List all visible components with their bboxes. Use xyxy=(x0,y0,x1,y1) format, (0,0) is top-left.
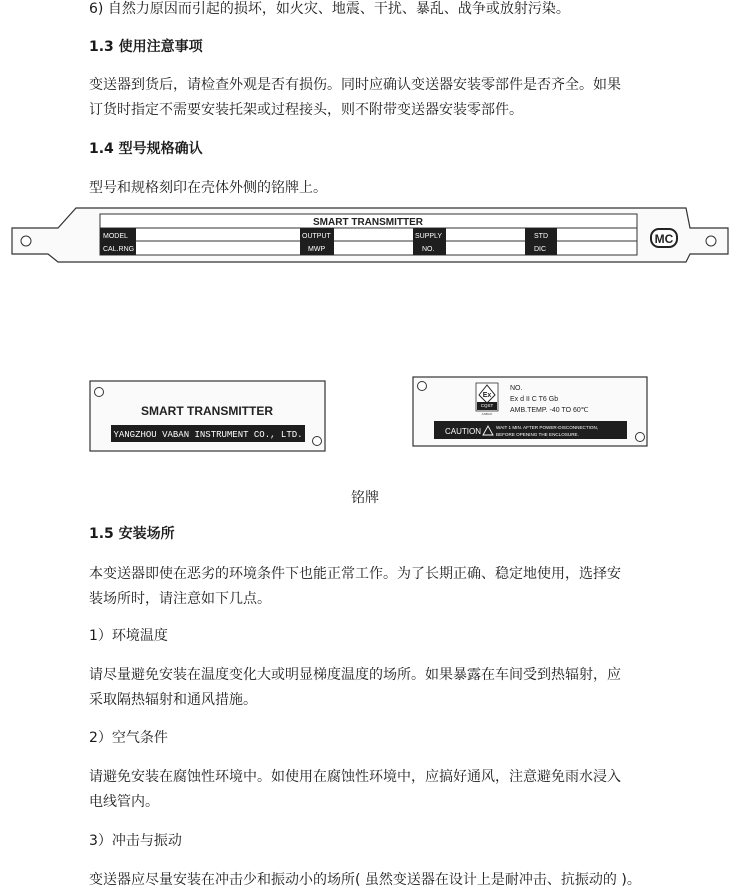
item-2-title: 2）空气条件 xyxy=(89,730,168,746)
cert-mark: CQST xyxy=(480,403,494,408)
para-1-5-line2: 装场所时，请注意如下几点。 xyxy=(89,591,271,607)
mc-logo-icon: MC xyxy=(654,232,674,246)
plate-ex-no: NO. xyxy=(510,385,523,392)
item-2-para-line1: 请避免安装在腐蚀性环境中。如使用在腐蚀性环境中，应搞好通风，注意避免雨水浸入 xyxy=(89,769,621,785)
nameplate-ex xyxy=(411,375,651,449)
plate-label-output: OUTPUT xyxy=(302,233,331,240)
heading-1-3: 1.3 使用注意事项 xyxy=(89,39,203,55)
para-1-3-line2: 订货时指定不需要安装托架或过程接头，则不附带变送器安装零部件。 xyxy=(89,102,523,118)
plate-ex-amb: AMB.TEMP. -40 TO 60℃ xyxy=(510,407,589,414)
para-1-4: 型号和规格刻印在壳体外侧的铭牌上。 xyxy=(89,180,327,196)
heading-1-5: 1.5 安装场所 xyxy=(89,526,175,542)
item-3-title: 3）冲击与振动 xyxy=(89,833,182,849)
para-1-5-line1: 本变送器即使在恶劣的环境条件下也能正常工作。为了长期正确、稳定地使用，选择安 xyxy=(89,566,621,582)
text-line-item6: 6) 自然力原因而引起的损坏，如火灾、地震、干扰、暴乱、战争或放射污染。 xyxy=(89,1,570,17)
plate-small-maker: YANGZHOU VABAN INSTRUMENT CO., LTD. xyxy=(113,430,303,440)
caution-warn-1: WAIT 1 MIN. AFTER POWER-DISCONNECTION, xyxy=(496,425,599,430)
item-3-para: 变送器应尽量安装在冲击少和振动小的场所( 虽然变送器在设计上是耐冲击、抗振动的 )。 xyxy=(89,872,641,888)
caution-label: CAUTION xyxy=(445,427,481,436)
heading-1-4: 1.4 型号规格确认 xyxy=(89,141,203,157)
plate-ex-rating: Ex d II C T6 Gb xyxy=(510,396,559,403)
item-2-para-line2: 电线管内。 xyxy=(89,794,159,810)
plate-label-mwp: MWP xyxy=(308,246,326,253)
plate-label-dic: DIC xyxy=(534,246,547,253)
caution-warn-2: BEFORE OPENING THE ENCLOSURE. xyxy=(496,432,579,437)
plate-label-calrng: CAL.RNG xyxy=(103,246,135,253)
cert-mark-sub: ANBAO xyxy=(481,412,493,416)
item-1-title: 1）环境温度 xyxy=(89,628,168,644)
nameplate-main xyxy=(0,198,740,268)
plate-label-no: NO. xyxy=(422,246,435,253)
plate-label-supply: SUPPLY xyxy=(415,233,443,240)
plate-small-title: SMART TRANSMITTER xyxy=(141,404,273,418)
plate-main-title: SMART TRANSMITTER xyxy=(313,217,423,228)
ex-mark-icon: Ex xyxy=(482,392,492,399)
item-1-para-line1: 请尽量避免安装在温度变化大或明显梯度温度的场所。如果暴露在车间受到热辐射，应 xyxy=(89,667,621,683)
para-1-3-line1: 变送器到货后，请检查外观是否有损伤。同时应确认变送器安装零部件是否齐全。如果 xyxy=(89,77,621,93)
item-1-para-line2: 采取隔热辐射和通风措施。 xyxy=(89,692,257,708)
figure-caption: 铭牌 xyxy=(351,490,379,506)
plate-label-model: MODEL xyxy=(103,233,128,240)
plate-label-std: STD xyxy=(534,233,548,240)
nameplate-small xyxy=(88,379,328,453)
